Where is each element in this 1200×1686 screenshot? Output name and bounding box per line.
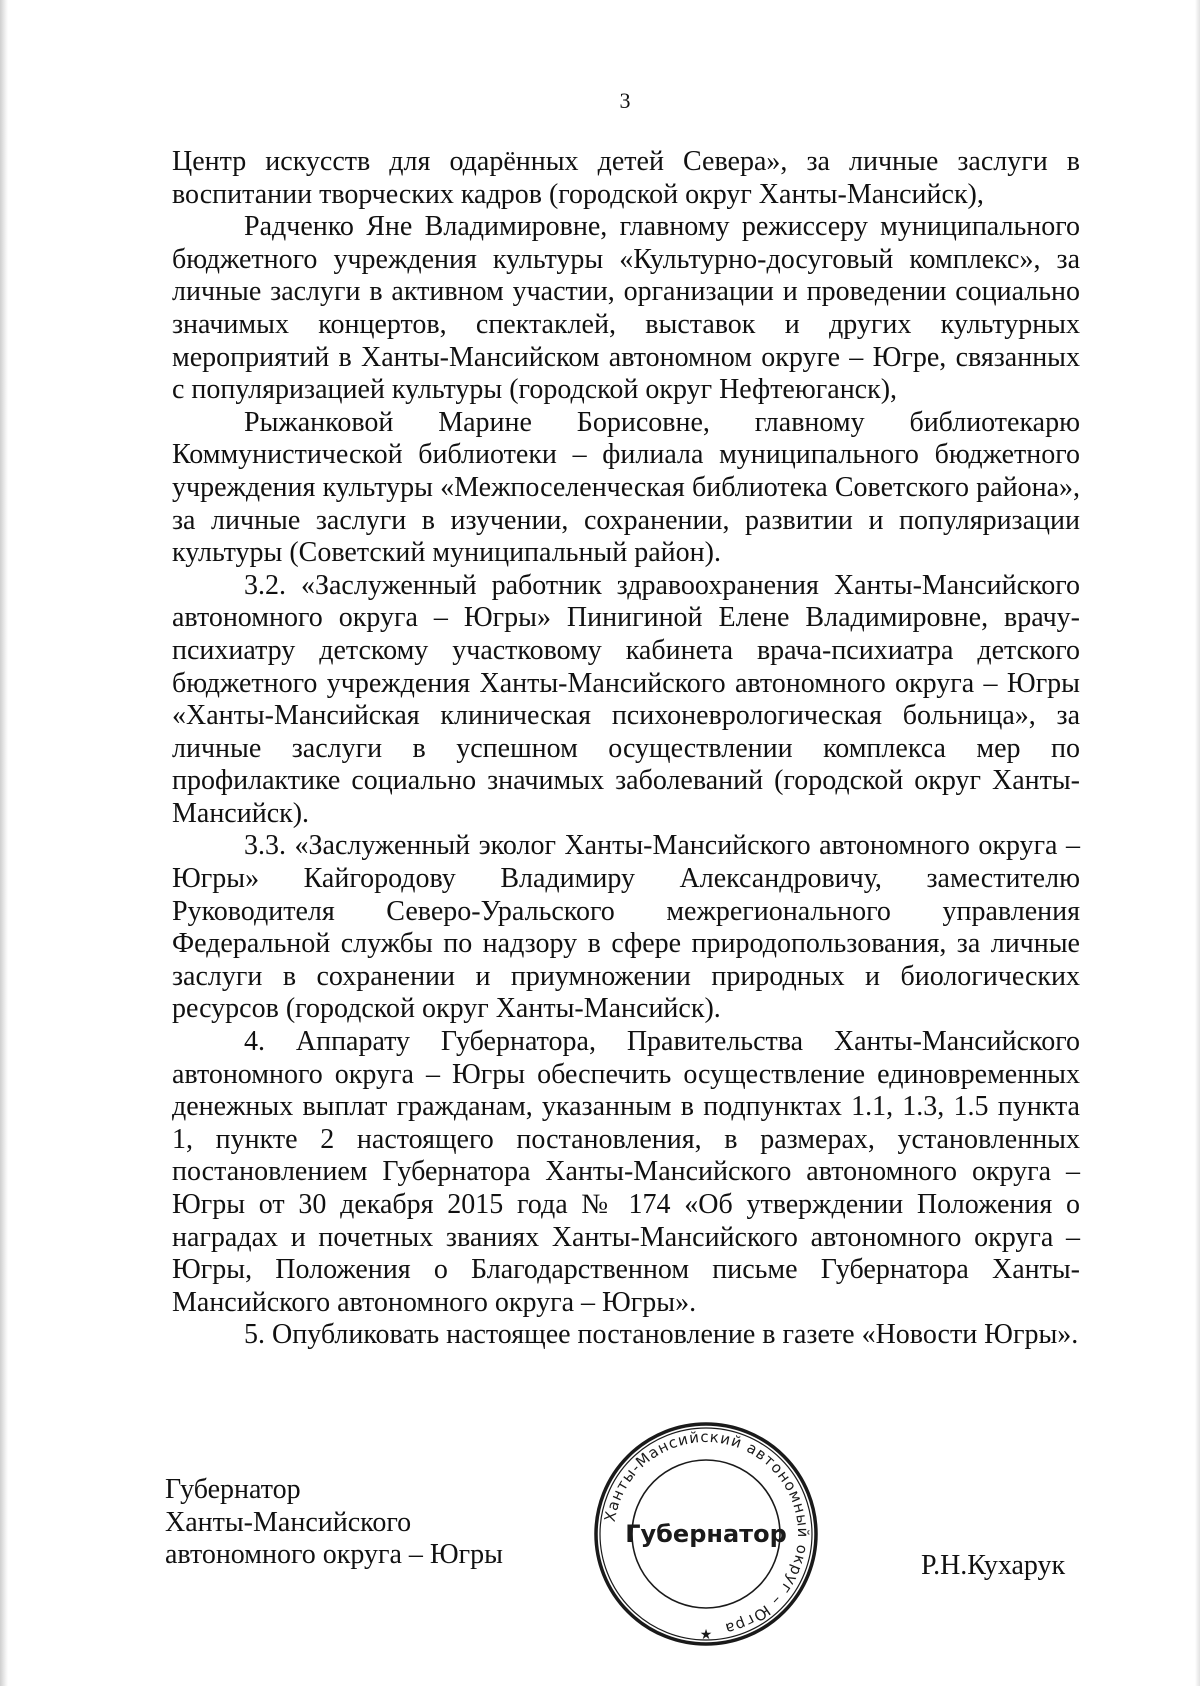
signer-title-line2: Ханты-Мансийского xyxy=(165,1506,412,1538)
governor-seal-stamp xyxy=(590,1418,822,1650)
scan-edge-left xyxy=(0,0,8,1686)
paragraph-continuation: Центр искусств для одарённых детей Севера», за личные заслуги в воспитании творческих кадров (городской округ Ханты-Мансийск), xyxy=(172,146,1080,210)
seal-star-icon: ★ xyxy=(699,1627,713,1643)
document-body xyxy=(172,146,1080,1352)
scan-edge-right xyxy=(1195,0,1200,1686)
paragraph-3-3: 3.3. «Заслуженный эколог Ханты-Мансийского автономного округа – Югры» Кайгородову Владимиру Александровичу, заместителю Руководителя Северо-Уральского межрегионального управления Федеральной службы по надзору в сфере природопользования, за личные заслуги в сохранении и приумножении природных и биологических ресурсов (городской округ Ханты-Мансийск). xyxy=(172,830,1080,1025)
signature-block xyxy=(165,1474,503,1572)
paragraph-5: 5. Опубликовать настоящее постановление в газете «Новости Югры». xyxy=(244,1319,1079,1351)
signer-title-line1: Губернатор xyxy=(165,1474,301,1505)
paragraph-4: 4. Аппарату Губернатора, Правительства Ханты-Мансийского автономного округа – Югры обеспечить осуществление единовременных денежных выплат гражданам, указанным в подпунктах 1.1, 1.3, 1.5 пункта 1, пункте 2 настоящего постановления, в размерах, установленных постановлением Губернатора Ханты-Мансийского автономного округа – Югры от 30 декабря 2015 года № 174 «Об утверждении Положения о наградах и почетных званиях Ханты-Мансийского автономного округа – Югры, Положения о Благодарственном письме Губернатора Ханты-Мансийского автономного округа – Югры». xyxy=(172,1026,1080,1318)
seal-center-text: Губернатор xyxy=(625,1520,787,1548)
paragraph-3-2: 3.2. «Заслуженный работник здравоохранения Ханты-Мансийского автономного округа – Югры» Пинигиной Елене Владимировне, врачу-психиатру детскому участковому кабинета врача-психиатра детского бюджетного учреждения Ханты-Мансийского автономного округа – Югры «Ханты-Мансийская клиническая психоневрологическая больница», за личные заслуги в успешном осуществлении комплекса мер по профилактике социально значимых заболеваний (городской округ Ханты-Мансийск). xyxy=(172,569,1080,829)
paragraph-ryzhankova: Рыжанковой Марине Борисовне, главному библиотекарю Коммунистической библиотеки – филиала муниципального бюджетного учреждения культуры «Межпоселенческая библиотека Советского района», за личные заслуги в изучении, сохранении, развитии и популяризации культуры (Советский муниципальный район). xyxy=(172,406,1080,569)
paragraph-radchenko: Радченко Яне Владимировне, главному режиссеру муниципального бюджетного учреждения культуры «Культурно-досуговый комплекс», за личные заслуги в активном участии, организации и проведении социально значимых концертов, спектаклей, выставок и других культурных мероприятий в Ханты-Мансийском автономном округе – Югре, связанных с популяризацией культуры (городской округ Нефтеюганск), xyxy=(172,211,1080,406)
seal-ring-text: Ханты-Мансийский автономный округ – Югра xyxy=(600,1427,813,1639)
signer-name: Р.Н.Кухарук xyxy=(921,1550,1066,1581)
signer-title-line3: автономного округа – Югры xyxy=(165,1539,503,1570)
page-number: 3 xyxy=(619,88,631,113)
